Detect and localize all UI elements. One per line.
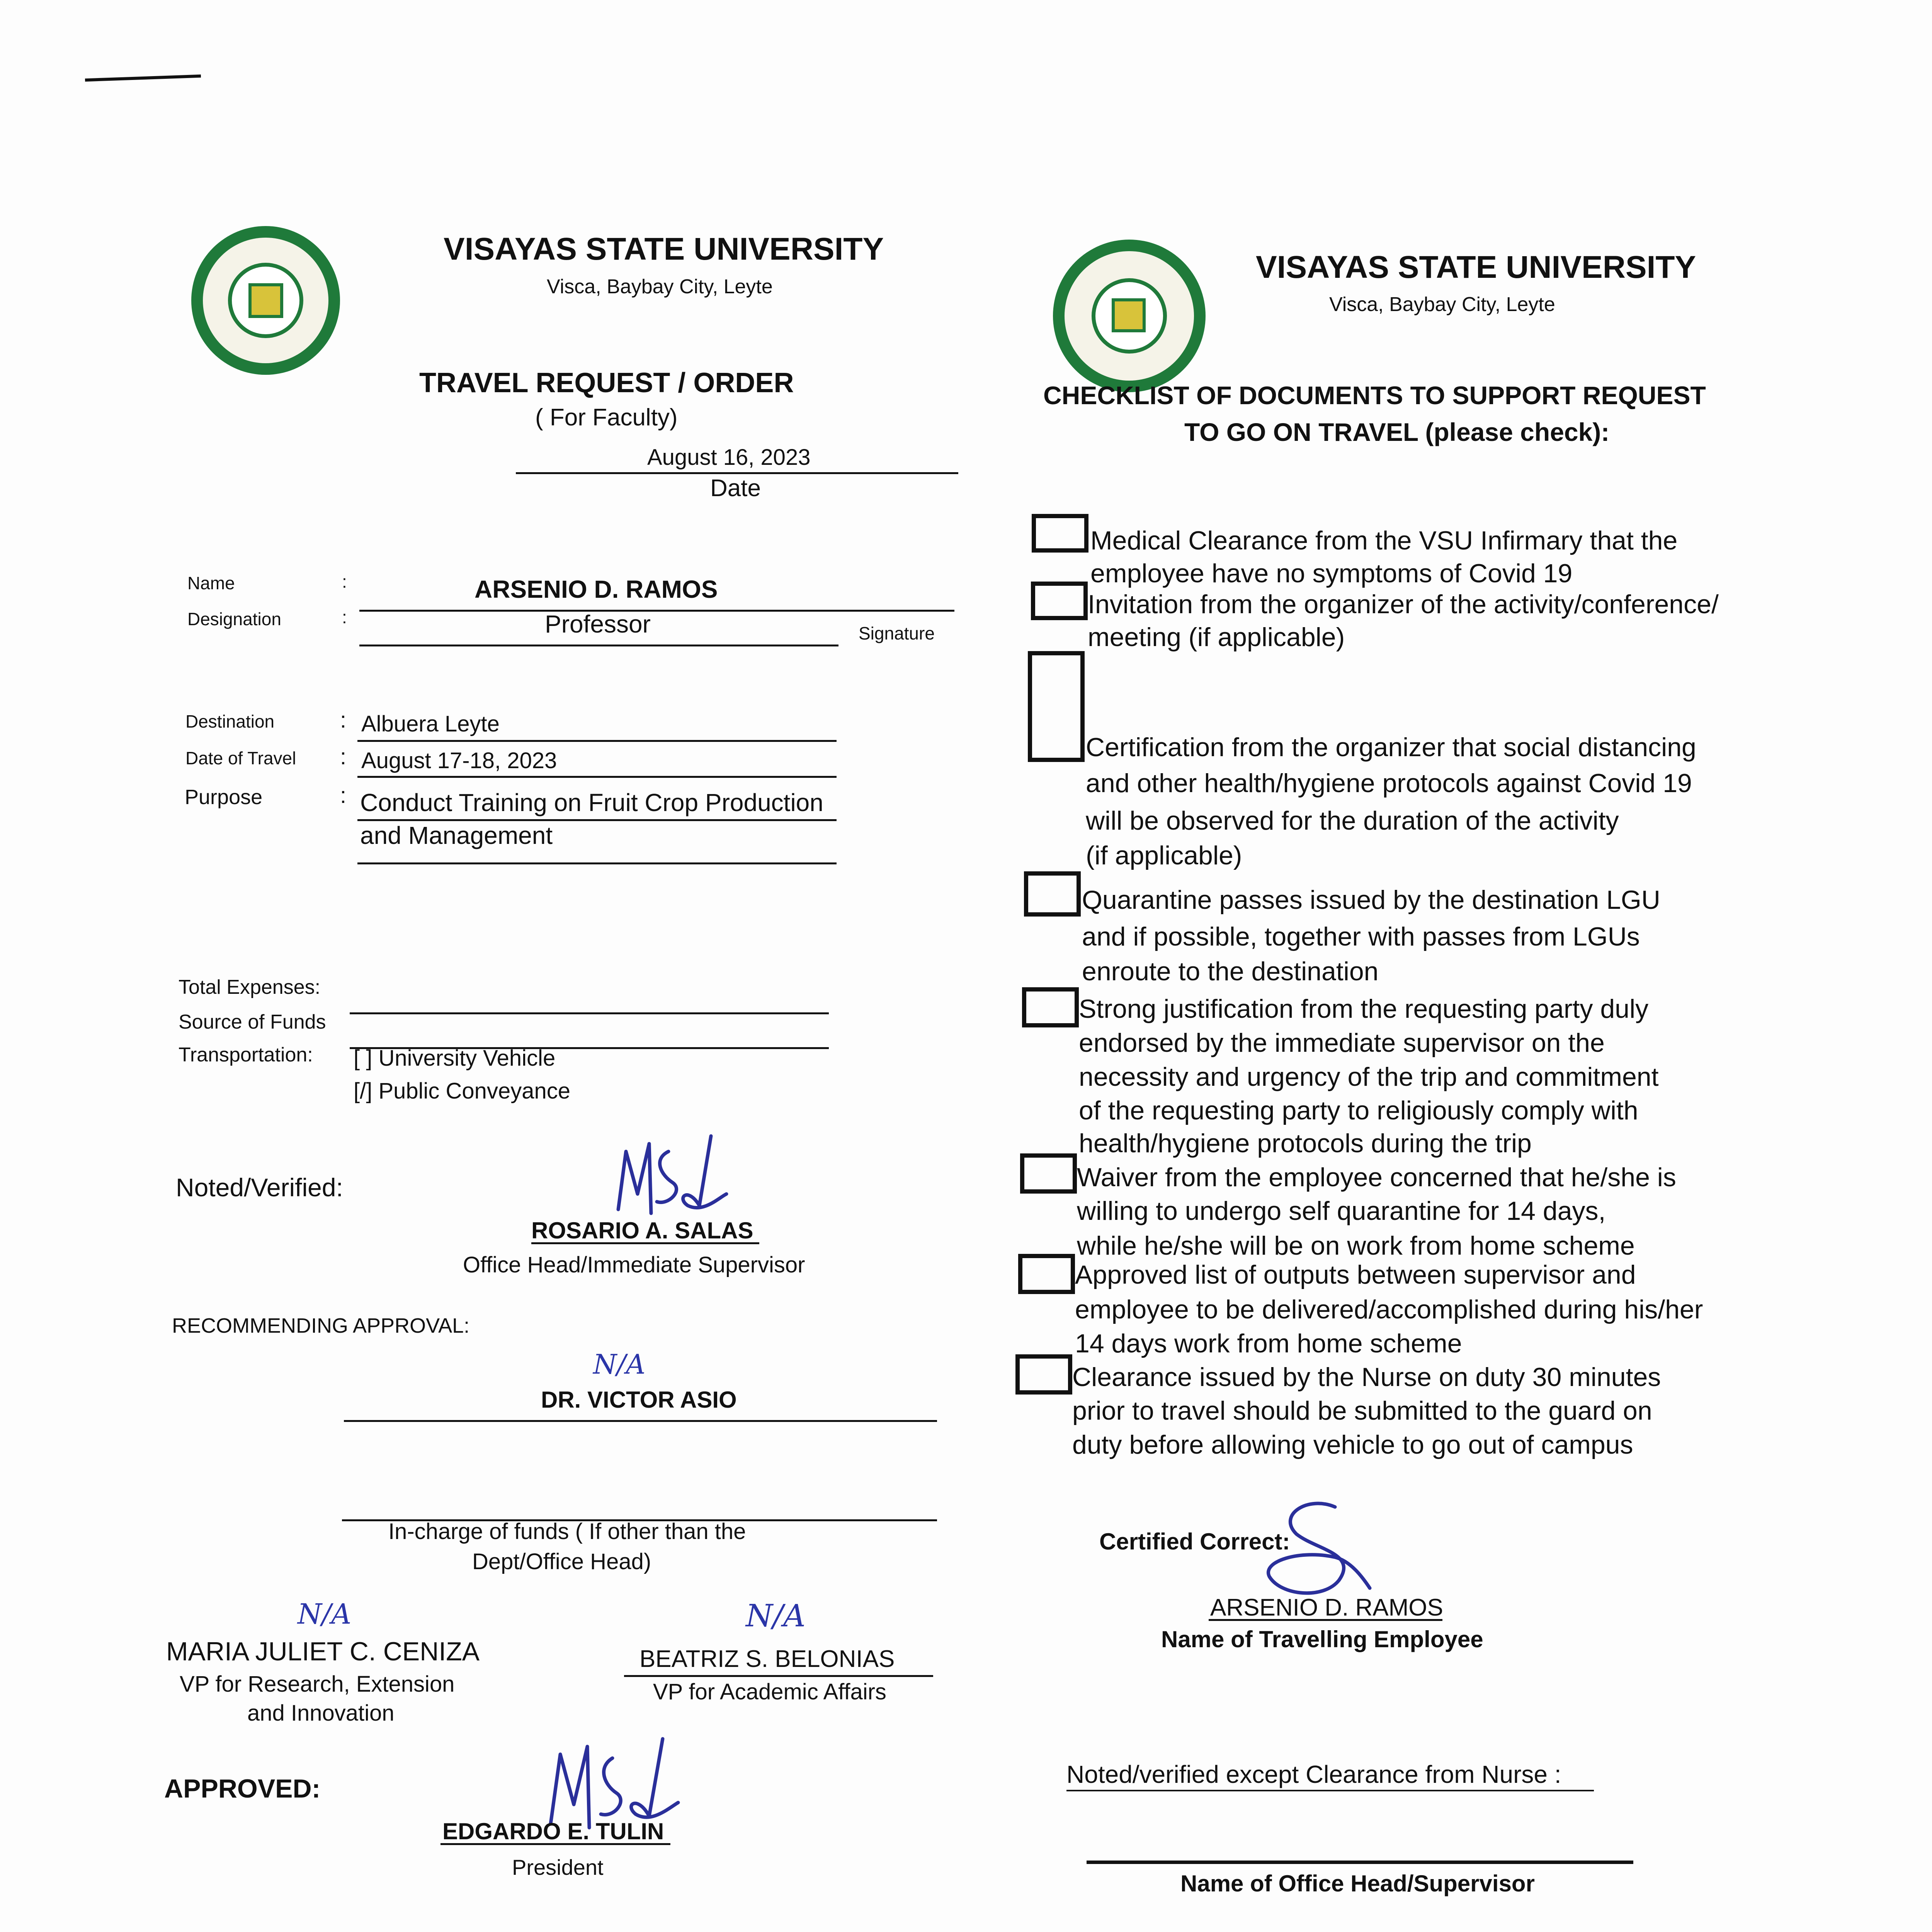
vp1-title-line2: and Innovation [247,1701,395,1726]
date-of-travel-label: Date of Travel [185,748,296,768]
checkbox-strong-justification[interactable] [1022,987,1079,1027]
noted-except-label: Noted/verified except Clearance from Nurse : [1066,1760,1561,1788]
vp2-na: N/A [746,1598,806,1634]
transportation-label: Transportation: [179,1044,313,1066]
destination-value: Albuera Leyte [361,711,500,736]
university-address-left: Visca, Baybay City, Leyte [547,276,773,298]
checklist-item-3-line3: will be observed for the duration of the activity [1086,806,1619,835]
designation-line [359,645,838,646]
checkbox-medical-clearance[interactable] [1032,514,1088,553]
noted-verified-label: Noted/Verified: [176,1173,343,1202]
noted-except-underline [1066,1790,1594,1791]
vp2-line [624,1675,933,1677]
noted-name-line [531,1242,759,1244]
vp2-name: BEATRIZ S. BELONIAS [639,1646,895,1672]
checklist-item-5-line4: of the requesting party to religiously comply with [1079,1096,1638,1125]
checkbox-certification[interactable] [1028,651,1085,762]
vp1-title-line1: VP for Research, Extension [180,1672,455,1697]
designation-label: Designation [187,609,281,629]
checklist-item-5-line3: necessity and urgency of the trip and commitment [1079,1062,1659,1092]
university-seal-left [191,226,340,375]
vp1-na: N/A [298,1598,352,1630]
date-of-travel-colon: : [340,744,347,769]
university-name-left: VISAYAS STATE UNIVERSITY [444,231,884,267]
checklist-item-4-line3: enroute to the destination [1082,957,1379,986]
checklist-item-7-line2: employee to be delivered/accomplished during his/her [1075,1295,1703,1324]
checklist-item-2-line2: meeting (if applicable) [1088,622,1345,652]
form-subtitle: ( For Faculty) [535,404,678,431]
noted-title: Office Head/Immediate Supervisor [463,1252,805,1277]
checklist-item-8-line2: prior to travel should be submitted to the guard on [1072,1396,1652,1425]
checklist-item-3-line4: (if applicable) [1086,841,1242,870]
certified-name: ARSENIO D. RAMOS [1210,1594,1443,1621]
president-name: EDGARDO E. TULIN [442,1818,664,1844]
recommending-name: DR. VICTOR ASIO [541,1387,737,1413]
designation-value: Professor [545,610,651,638]
name-value: ARSENIO D. RAMOS [474,575,718,603]
incharge-line1: In-charge of funds ( If other than the [388,1519,746,1544]
checklist-item-8-line1: Clearance issued by the Nurse on duty 30 minutes [1072,1362,1661,1392]
checklist-title-line2: TO GO ON TRAVEL (please check): [1184,418,1610,446]
checklist-item-5-line5: health/hygiene protocols during the trip [1079,1129,1532,1158]
designation-colon: : [342,607,347,627]
signature-ramos [1242,1492,1374,1607]
noted-name: ROSARIO A. SALAS [531,1218,753,1243]
signature-salas [611,1128,734,1225]
recommending-na: N/A [593,1349,646,1380]
edge-mark [85,75,201,82]
checkbox-invitation[interactable] [1031,582,1088,620]
date-of-travel-line [357,776,837,778]
destination-line [357,740,837,742]
president-title: President [512,1855,604,1879]
checklist-item-5-line2: endorsed by the immediate supervisor on the [1079,1028,1605,1058]
purpose-line2: and Management [360,821,553,849]
incharge-line2: Dept/Office Head) [472,1549,651,1574]
destination-label: Destination [185,711,275,731]
checklist-item-4-line1: Quarantine passes issued by the destination LGU [1082,885,1660,915]
certified-name-line [1209,1619,1442,1621]
checkbox-approved-outputs[interactable] [1018,1254,1075,1294]
university-seal-right [1053,240,1206,392]
approved-label: APPROVED: [164,1774,321,1803]
recommending-line [344,1420,937,1422]
university-name-right: VISAYAS STATE UNIVERSITY [1256,250,1696,285]
office-head-line [1087,1861,1633,1864]
checklist-item-1-line2: employee have no symptoms of Covid 19 [1090,559,1573,588]
vp1-name: MARIA JULIET C. CENIZA [166,1637,480,1666]
vp2-title: VP for Academic Affairs [653,1679,886,1704]
checklist-item-6-line2: willing to undergo self quarantine for 14 days, [1077,1196,1606,1226]
purpose-line1: Conduct Training on Fruit Crop Production [360,789,823,816]
source-of-funds-label: Source of Funds [179,1011,326,1033]
request-date: August 16, 2023 [647,445,811,470]
date-label: Date [710,475,761,502]
checklist-item-4-line2: and if possible, together with passes from LGUs [1082,922,1640,951]
date-of-travel-value: August 17-18, 2023 [361,748,557,773]
checklist-item-1-line1: Medical Clearance from the VSU Infirmary that the [1090,526,1678,555]
checklist-item-8-line3: duty before allowing vehicle to go out of campus [1072,1430,1633,1459]
checklist-item-7-line3: 14 days work from home scheme [1075,1329,1462,1358]
transport-option-university-vehicle: [ ] University Vehicle [354,1046,556,1071]
checkbox-nurse-clearance[interactable] [1015,1354,1072,1395]
name-line [359,610,954,612]
president-line [440,1843,670,1845]
form-title: TRAVEL REQUEST / ORDER [419,367,794,398]
name-label: Name [187,573,235,593]
purpose-underline-2 [357,862,837,864]
certified-correct-label: Certified Correct: [1099,1529,1290,1554]
name-colon: : [342,571,347,592]
university-address-right: Visca, Baybay City, Leyte [1329,293,1555,316]
total-expenses-label: Total Expenses: [179,976,321,998]
checkbox-waiver[interactable] [1020,1153,1077,1194]
date-line [516,472,958,474]
checklist-item-3-line1: Certification from the organizer that social distancing [1086,733,1696,762]
total-expenses-line [350,1012,829,1014]
purpose-colon: : [340,783,347,808]
checklist-item-5-line1: Strong justification from the requesting party duly [1079,994,1649,1024]
checklist-title-line1: CHECKLIST OF DOCUMENTS TO SUPPORT REQUEST [1043,381,1706,410]
certified-title: Name of Travelling Employee [1161,1626,1483,1652]
checklist-item-2-line1: Invitation from the organizer of the activity/conference/ [1088,590,1719,619]
purpose-label: Purpose [185,786,263,809]
signature-label: Signature [859,623,935,643]
transport-option-public-conveyance: [/] Public Conveyance [354,1078,570,1104]
checklist-item-3-line2: and other health/hygiene protocols against Covid 19 [1086,769,1692,798]
recommending-approval-label: RECOMMENDING APPROVAL: [172,1314,470,1337]
checkbox-quarantine-passes[interactable] [1024,871,1081,917]
office-head-label: Name of Office Head/Supervisor [1180,1871,1535,1896]
destination-colon: : [340,707,347,733]
checklist-item-6-line1: Waiver from the employee concerned that he/she is [1077,1163,1676,1192]
checklist-item-7-line1: Approved list of outputs between supervisor and [1075,1260,1636,1289]
checklist-item-6-line3: while he/she will be on work from home scheme [1077,1231,1635,1260]
